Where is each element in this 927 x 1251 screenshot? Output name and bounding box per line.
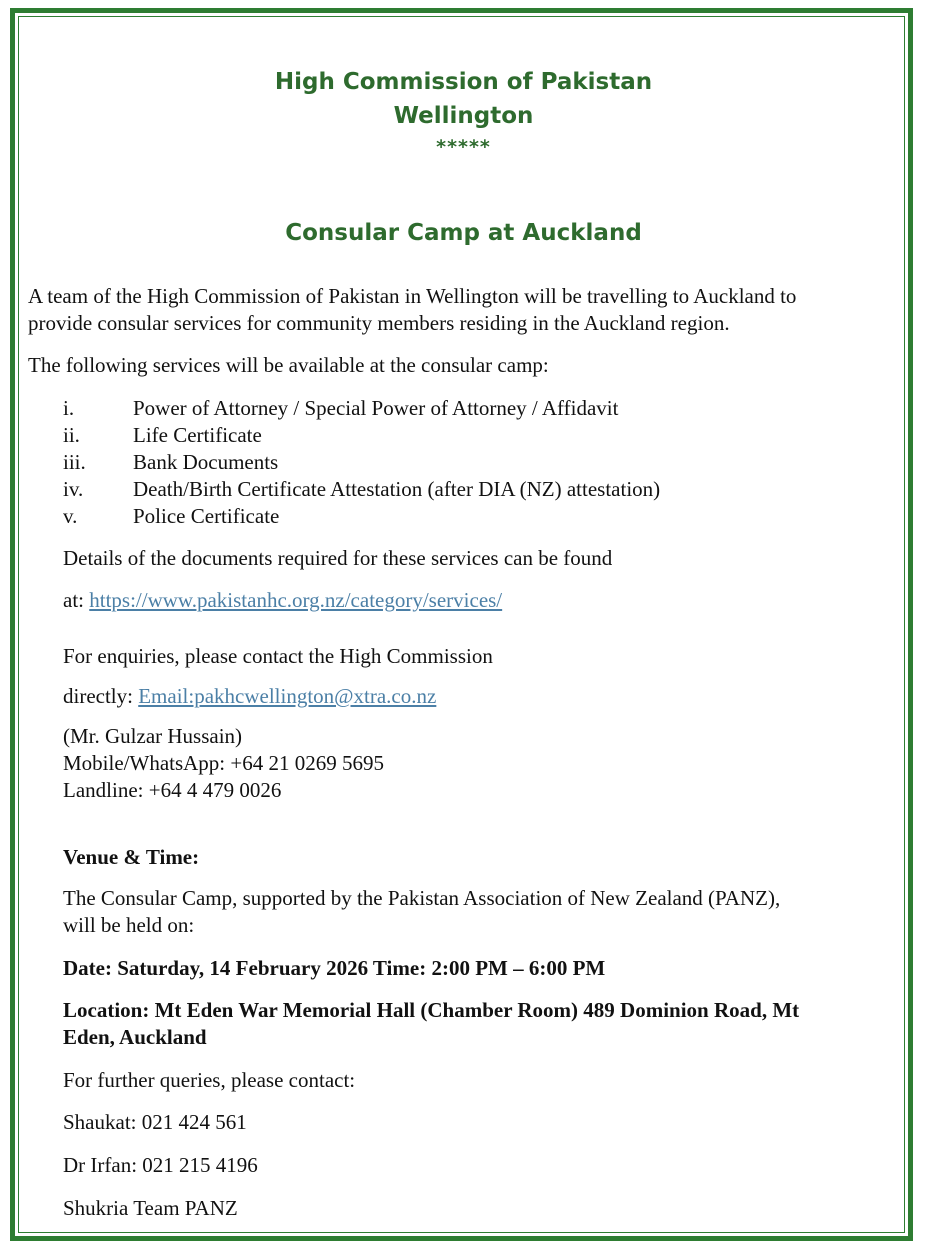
list-item-number: iv. bbox=[63, 477, 84, 501]
enquiries-line: For enquiries, please contact the High Commission bbox=[63, 644, 493, 668]
list-item: Police Certificate bbox=[133, 504, 280, 528]
venue-line-1: The Consular Camp, supported by the Pakistan Association of New Zealand (PANZ), bbox=[63, 886, 781, 910]
details-line: Details of the documents required for these services can be found bbox=[63, 546, 613, 570]
details-prefix: at: bbox=[63, 588, 90, 612]
details-link-line bbox=[63, 587, 502, 614]
intro-line-1: A team of the High Commission of Pakistan in Wellington will be travelling to Auckland to bbox=[28, 284, 797, 308]
contact-irfan: Dr Irfan: 021 215 4196 bbox=[63, 1153, 258, 1177]
event-location-line-2: Eden, Auckland bbox=[63, 1025, 207, 1049]
services-intro: The following services will be available at the consular camp: bbox=[28, 353, 549, 377]
intro-line-2: provide consular services for community members residing in the Auckland region. bbox=[28, 311, 730, 335]
list-item-number: i. bbox=[63, 396, 75, 420]
city-heading: Wellington bbox=[393, 103, 534, 129]
signoff: Shukria Team PANZ bbox=[63, 1196, 238, 1220]
org-heading: High Commission of Pakistan bbox=[274, 69, 653, 95]
contact-person: (Mr. Gulzar Hussain) bbox=[63, 724, 243, 748]
stars-separator: ***** bbox=[436, 136, 491, 158]
list-item-number: ii. bbox=[63, 423, 80, 447]
list-item-number: v. bbox=[63, 504, 78, 528]
list-item: Power of Attorney / Special Power of Attorney / Affidavit bbox=[133, 396, 619, 420]
email-link[interactable]: Email:pakhcwellington@xtra.co.nz bbox=[138, 684, 437, 708]
list-item-number: iii. bbox=[63, 450, 86, 474]
page-title: Consular Camp at Auckland bbox=[285, 220, 642, 246]
event-location-line-1: Location: Mt Eden War Memorial Hall (Chamber Room) 489 Dominion Road, Mt bbox=[63, 998, 800, 1022]
contact-mobile: Mobile/WhatsApp: +64 21 0269 5695 bbox=[63, 751, 384, 775]
email-prefix: directly: bbox=[63, 684, 139, 708]
list-item: Death/Birth Certificate Attestation (after DIA (NZ) attestation) bbox=[133, 477, 661, 501]
list-item: Bank Documents bbox=[133, 450, 279, 474]
venue-heading: Venue & Time: bbox=[63, 845, 200, 869]
services-link[interactable]: https://www.pakistanhc.org.nz/category/services/ bbox=[89, 588, 503, 612]
venue-line-2: will be held on: bbox=[63, 913, 195, 937]
contact-shaukat: Shaukat: 021 424 561 bbox=[63, 1110, 247, 1134]
event-date-time: Date: Saturday, 14 February 2026 Time: 2:00 PM – 6:00 PM bbox=[63, 956, 606, 980]
list-item: Life Certificate bbox=[133, 423, 262, 447]
queries-intro: For further queries, please contact: bbox=[63, 1068, 356, 1092]
contact-landline: Landline: +64 4 479 0026 bbox=[63, 778, 282, 802]
email-line bbox=[63, 683, 436, 710]
